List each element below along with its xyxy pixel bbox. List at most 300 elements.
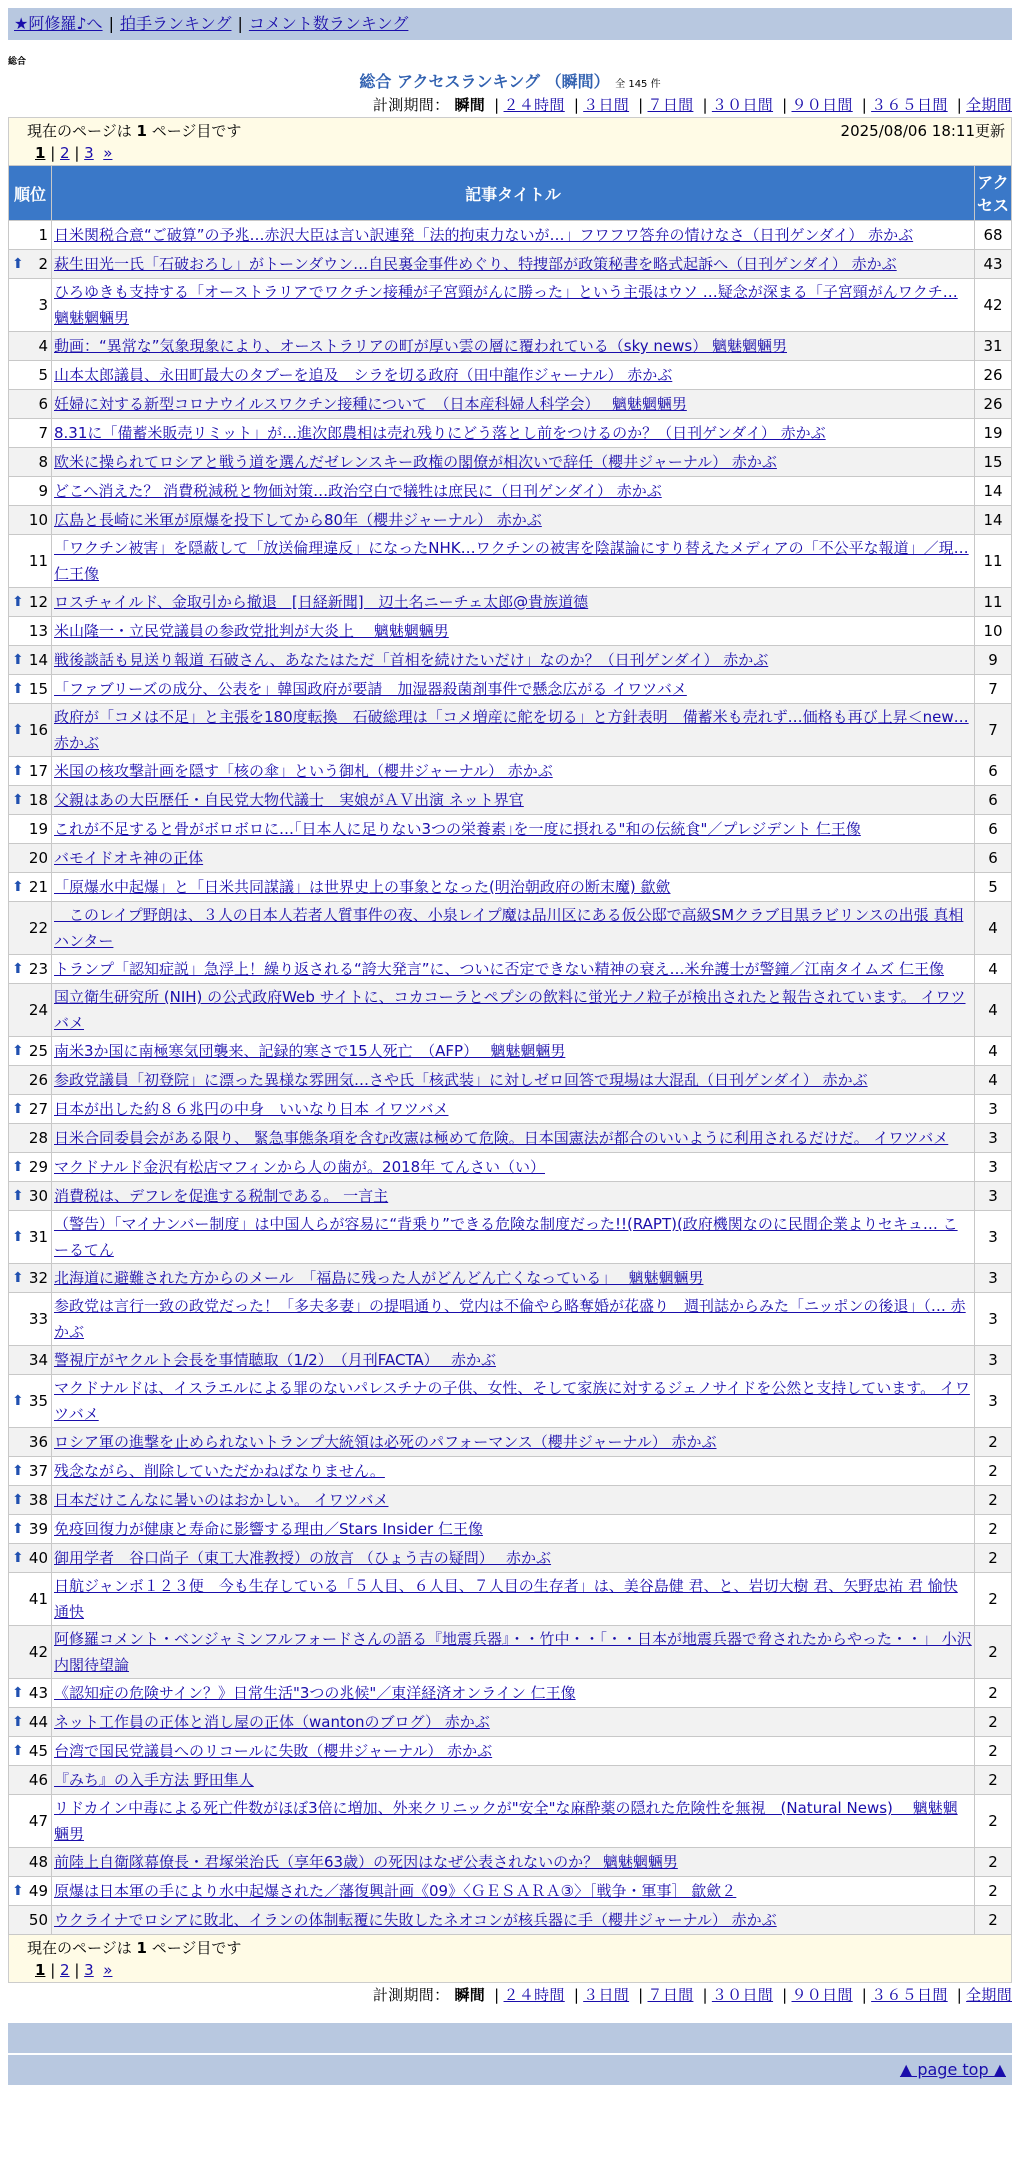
rank-number: 14 — [28, 651, 48, 669]
title-cell — [52, 646, 975, 675]
article-title-link[interactable]: （警告）「マイナンバー制度」は中国人らが容易に“背乗り”できる危険な制度だった!!(RAPT)(政府機関なのに民間企業よりセキュ… こーるてん — [54, 1215, 958, 1259]
period-all[interactable]: 全期間 — [966, 1986, 1012, 2004]
access-count: 2 — [975, 1708, 1012, 1737]
article-title-link[interactable]: マクドナルドは、イスラエルによる罪のないパレスチナの子供、女性、そして家族に対するジェノサイドを公然と支持しています。 イワツバメ — [54, 1379, 970, 1423]
current-page-text: 現在のページは 1 ページ目です — [27, 122, 242, 140]
pager-page-3[interactable]: 3 — [84, 1961, 94, 1979]
rank-cell — [9, 1428, 52, 1457]
table-row — [9, 1795, 1012, 1848]
access-count: 31 — [975, 332, 1012, 361]
header-access: アクセス — [975, 166, 1012, 221]
rank-number: 15 — [28, 680, 48, 698]
rank-cell — [9, 448, 52, 477]
rank-cell — [9, 704, 52, 757]
article-title-link[interactable]: ロスチャイルド、金取引から撤退 [日経新聞] 辺土名ニーチェ太郎@貴族道德 — [54, 593, 589, 611]
rank-cell — [9, 1293, 52, 1346]
page-info-top — [8, 117, 1012, 165]
table-row — [9, 1066, 1012, 1095]
rank-number: 12 — [28, 593, 48, 611]
table-row — [9, 419, 1012, 448]
title-cell — [52, 1095, 975, 1124]
rank-cell — [9, 1515, 52, 1544]
rank-cell — [9, 1375, 52, 1428]
rank-cell — [9, 221, 52, 250]
access-count: 2 — [975, 1626, 1012, 1679]
rank-cell — [9, 1679, 52, 1708]
access-count: 2 — [975, 1737, 1012, 1766]
rank-number: 39 — [28, 1520, 48, 1538]
access-count: 2 — [975, 1848, 1012, 1877]
table-row — [9, 984, 1012, 1037]
table-row — [9, 1515, 1012, 1544]
title-cell — [52, 675, 975, 704]
rank-cell — [9, 1066, 52, 1095]
article-title-link[interactable]: 「ファブリーズの成分、公表を」韓国政府が要請 加湿器殺菌剤事件で懸念広がる イワツバメ — [54, 680, 687, 698]
rank-up-arrow-icon: ⬆ — [12, 961, 24, 977]
rank-number: 37 — [28, 1462, 48, 1480]
table-row — [9, 675, 1012, 704]
access-count: 4 — [975, 902, 1012, 955]
ranking-table — [8, 165, 1012, 1935]
access-count: 68 — [975, 221, 1012, 250]
rank-cell — [9, 1457, 52, 1486]
rank-up-arrow-icon: ⬆ — [12, 594, 24, 610]
rank-number: 2 — [38, 255, 48, 273]
title-cell — [52, 1573, 975, 1626]
title-cell — [52, 1153, 975, 1182]
title-cell — [52, 757, 975, 786]
page-top-link[interactable]: ▲ page top ▲ — [899, 2060, 1006, 2079]
rank-cell — [9, 419, 52, 448]
article-title-link[interactable]: バモイドオキ神の正体 — [54, 849, 204, 867]
access-count: 2 — [975, 1428, 1012, 1457]
rank-up-arrow-icon: ⬆ — [12, 1714, 24, 1730]
rank-number: 45 — [28, 1742, 48, 1760]
table-row — [9, 1906, 1012, 1935]
rank-up-arrow-icon: ⬆ — [12, 1521, 24, 1537]
article-title-link[interactable]: 父親はあの大臣歴任・自民党大物代議士 実娘がＡＶ出演 ネット界官 — [54, 791, 524, 809]
title-cell — [52, 1182, 975, 1211]
title-cell — [52, 786, 975, 815]
table-row — [9, 535, 1012, 588]
article-title-link[interactable]: ロシア軍の進撃を止められないトランプ大統領は必死のパフォーマンス（櫻井ジャーナル） 赤かぶ — [54, 1433, 717, 1451]
ranking-header-row — [9, 166, 1012, 221]
title-cell — [52, 1626, 975, 1679]
rank-cell — [9, 1544, 52, 1573]
access-count: 3 — [975, 1124, 1012, 1153]
period-90d[interactable]: ９０日間 — [791, 1986, 853, 2004]
article-title-link[interactable]: このレイプ野朗は、３人の日本人若者人質事件の夜、小泉レイプ魔は品川区にある仮公邸で高級SMクラブ目黒ラビリンスの出張 真相ハンター — [54, 906, 964, 950]
nav-comment-ranking[interactable]: コメント数ランキング — [248, 14, 409, 33]
period-24h[interactable]: ２４時間 — [503, 96, 565, 114]
access-count: 6 — [975, 786, 1012, 815]
rank-cell — [9, 873, 52, 902]
access-count: 26 — [975, 390, 1012, 419]
rank-number: 9 — [38, 482, 48, 500]
article-title-link[interactable]: 欧米に操られてロシアと戦う道を選んだゼレンスキー政権の閣僚が相次いで辞任（櫻井ジャーナル） 赤かぶ — [54, 453, 777, 471]
access-count: 6 — [975, 757, 1012, 786]
rank-number: 48 — [28, 1853, 48, 1871]
rank-number: 13 — [28, 622, 48, 640]
period-label: 計測期間： — [372, 1986, 450, 2004]
access-count: 2 — [975, 1795, 1012, 1848]
table-row — [9, 390, 1012, 419]
table-row — [9, 588, 1012, 617]
rank-cell — [9, 361, 52, 390]
access-count: 14 — [975, 506, 1012, 535]
nav-separator: | — [108, 14, 114, 33]
table-row — [9, 1264, 1012, 1293]
table-row — [9, 250, 1012, 279]
period-label: 計測期間： — [372, 96, 450, 114]
rank-number: 35 — [28, 1392, 48, 1410]
access-count: 3 — [975, 1095, 1012, 1124]
access-count: 3 — [975, 1182, 1012, 1211]
pager-page-2[interactable]: 2 — [60, 144, 70, 162]
table-row — [9, 1486, 1012, 1515]
rank-cell — [9, 477, 52, 506]
title-cell — [52, 815, 975, 844]
period-3d[interactable]: ３日間 — [583, 1986, 630, 2004]
rank-number: 31 — [28, 1228, 48, 1246]
table-row — [9, 448, 1012, 477]
article-title-link[interactable]: 動画：“異常な”気象現象により、オーストラリアの町が厚い雲の層に覆われている（sky news） 魑魅魍魎男 — [54, 337, 787, 355]
rank-cell — [9, 646, 52, 675]
rank-cell — [9, 1795, 52, 1848]
article-title-link[interactable]: 萩生田光一氏「石破おろし」がトーンダウン…自民裏金事件めぐり、特捜部が政策秘書を略式起訴へ（日刊ゲンダイ） 赤かぶ — [54, 255, 897, 273]
rank-cell — [9, 506, 52, 535]
access-count: 2 — [975, 1877, 1012, 1906]
title-cell — [52, 1766, 975, 1795]
table-row — [9, 477, 1012, 506]
article-title-link[interactable]: 免疫回復力が健康と寿命に影響する理由／Stars Insider 仁王像 — [54, 1520, 483, 1538]
title-cell — [52, 1346, 975, 1375]
access-count: 26 — [975, 361, 1012, 390]
rank-number: 19 — [28, 820, 48, 838]
period-current: 瞬間 — [454, 1986, 486, 2004]
article-title-link[interactable]: ネット工作員の正体と消し屋の正体（wantonのブログ） 赤かぶ — [54, 1713, 490, 1731]
table-row — [9, 1708, 1012, 1737]
title-cell — [52, 1679, 975, 1708]
period-7d[interactable]: ７日間 — [647, 1986, 694, 2004]
article-title-link[interactable]: ウクライナでロシアに敗北、イランの体制転覆に失敗したネオコンが核兵器に手（櫻井ジャーナル） 赤かぶ — [54, 1911, 777, 1929]
article-title-link[interactable]: どこへ消えた？ 消費税減税と物価対策…政治空白で犠牲は庶民に（日刊ゲンダイ） 赤かぶ — [54, 482, 662, 500]
rank-number: 42 — [28, 1643, 48, 1661]
access-count: 14 — [975, 477, 1012, 506]
article-title-link[interactable]: 米山隆一・立民党議員の参政党批判が大炎上 魑魅魍魎男 — [54, 622, 449, 640]
rank-cell — [9, 1626, 52, 1679]
rank-cell — [9, 279, 52, 332]
title-cell — [52, 390, 975, 419]
title-cell — [52, 1428, 975, 1457]
article-title-link[interactable]: 8.31に「備蓄米販売リミット」が…進次郎農相は売れ残りにどう落とし前をつけるのか？（日刊ゲンダイ） 赤かぶ — [54, 424, 826, 442]
rank-cell — [9, 1182, 52, 1211]
rank-number: 27 — [28, 1100, 48, 1118]
table-row — [9, 1153, 1012, 1182]
pager-page-3[interactable]: 3 — [84, 144, 94, 162]
title-cell — [52, 1211, 975, 1264]
article-title-link[interactable]: 政府が「コメは不足」と主張を180度転換 石破総理は「コメ増産に舵を切る」と方針表明 備蓄米も売れず…価格も再び上昇＜new… 赤かぶ — [54, 708, 969, 752]
access-count: 3 — [975, 1153, 1012, 1182]
article-title-link[interactable]: 阿修羅コメント・ベンジャミンフルフォードさんの語る『地震兵器』・・竹中・・「・・日本が地震兵器で脅されたからやった・・」 小沢内閣待望論 — [54, 1630, 972, 1674]
rank-number: 32 — [28, 1269, 48, 1287]
table-row — [9, 1293, 1012, 1346]
article-title-link[interactable]: 警視庁がヤクルト会長を事情聴取（1/2） （月刊FACTA） 赤かぶ — [54, 1351, 496, 1369]
access-count: 2 — [975, 1573, 1012, 1626]
rank-up-arrow-icon: ⬆ — [12, 1188, 24, 1204]
access-count: 3 — [975, 1264, 1012, 1293]
article-title-link[interactable]: 参政党は言行一致の政党だった！「多夫多妻」の提唱通り、党内は不倫やら略奪婚が花盛り 週刊誌からみた「ニッポンの後退」（… 赤かぶ — [54, 1297, 966, 1341]
rank-up-arrow-icon: ⬆ — [12, 879, 24, 895]
article-title-link[interactable]: 広島と長崎に米軍が原爆を投下してから80年（櫻井ジャーナル） 赤かぶ — [54, 511, 542, 529]
rank-up-arrow-icon: ⬆ — [12, 256, 24, 272]
period-current: 瞬間 — [454, 96, 486, 114]
title-cell — [52, 617, 975, 646]
title-cell — [52, 1264, 975, 1293]
rank-number: 17 — [28, 762, 48, 780]
rank-cell — [9, 1737, 52, 1766]
access-count: 19 — [975, 419, 1012, 448]
rank-cell — [9, 1573, 52, 1626]
pager-page-2[interactable]: 2 — [60, 1961, 70, 1979]
rank-cell — [9, 1124, 52, 1153]
pager-page-1[interactable]: 1 — [35, 1961, 46, 1979]
access-count: 2 — [975, 1906, 1012, 1935]
rank-number: 7 — [38, 424, 48, 442]
rank-cell — [9, 815, 52, 844]
title-cell — [52, 477, 975, 506]
article-title-link[interactable]: 「原爆水中起爆」と「日米共同謀議」は世界史上の事象となった(明治朝政府の断末魔) 歙歛 — [54, 878, 671, 896]
rank-up-arrow-icon: ⬆ — [12, 681, 24, 697]
rank-cell — [9, 984, 52, 1037]
period-24h[interactable]: ２４時間 — [503, 1986, 565, 2004]
rank-number: 26 — [28, 1071, 48, 1089]
period-selector-bottom: 計測期間： 瞬間 | ２４時間 | ３日間 | ７日間 | ３０日間 | ９０日間 | ３６５日間 | 全期間 — [372, 1986, 1012, 2004]
ranking-body — [9, 221, 1012, 1935]
article-title-link[interactable]: トランプ「認知症説」急浮上！繰り返される“誇大発言”に、ついに否定できない精神の衰え…米弁護士が警鐘／江南タイムズ 仁王像 — [54, 960, 945, 978]
article-title-link[interactable]: 戦後談話も見送り報道 石破さん、あなたはただ「首相を続けたいだけ」なのか？（日刊ゲンダイ） 赤かぶ — [54, 651, 769, 669]
article-title-link[interactable]: 「ワクチン被害」を隠蔽して「放送倫理違反」になったNHK…ワクチンの被害を陰謀論にすり替えたメディアの「不公平な報道」／現… 仁王像 — [54, 539, 969, 583]
access-count: 3 — [975, 1293, 1012, 1346]
title-cell — [52, 1293, 975, 1346]
period-30d[interactable]: ３０日間 — [711, 96, 774, 114]
rank-up-arrow-icon: ⬆ — [12, 1043, 24, 1059]
article-title-link[interactable]: 消費税は、デフレを促進する税制である。 一言主 — [54, 1187, 389, 1205]
rank-cell — [9, 1264, 52, 1293]
access-count: 6 — [975, 815, 1012, 844]
period-7d[interactable]: ７日間 — [647, 96, 694, 114]
access-count: 42 — [975, 279, 1012, 332]
period-selector-top: 計測期間： 瞬間 | ２４時間 | ３日間 | ７日間 | ３０日間 | ９０日間 | ３６５日間 | 全期間 — [372, 96, 1012, 114]
rank-number: 18 — [28, 791, 48, 809]
rank-up-arrow-icon: ⬆ — [12, 1159, 24, 1175]
article-title-link[interactable]: 山本太郎議員、永田町最大のタブーを追及 シラを切る政府（田中龍作ジャーナル） 赤かぶ — [54, 366, 673, 384]
title-cell — [52, 506, 975, 535]
rank-number: 10 — [28, 511, 48, 529]
rank-up-arrow-icon: ⬆ — [12, 1550, 24, 1566]
access-count: 9 — [975, 646, 1012, 675]
table-row — [9, 873, 1012, 902]
article-title-link[interactable]: ひろゆきも支持する「オーストラリアでワクチン接種が子宮頸がんに勝った」という主張はウソ …疑念が深まる「子宮頸がんワクチ… 魑魅魍魎男 — [54, 283, 958, 327]
title-cell — [52, 535, 975, 588]
access-count: 3 — [975, 1375, 1012, 1428]
article-title-link[interactable]: マクドナルド金沢有松店マフィンから人の歯が。2018年 てんさい（い） — [54, 1158, 545, 1176]
article-title-link[interactable]: 原爆は日本軍の手により水中起爆された／藩復興計画《09》〈ＧＥＳＡＲＡ③〉［戦争・軍事］ 歙歛２ — [54, 1882, 737, 1900]
rank-cell — [9, 1766, 52, 1795]
table-row — [9, 1124, 1012, 1153]
access-count: 43 — [975, 250, 1012, 279]
table-row — [9, 902, 1012, 955]
article-title-link[interactable]: 日本が出した約８６兆円の中身 いいなり日本 イワツバメ — [54, 1100, 449, 1118]
page-title — [8, 71, 1012, 93]
footer-bar — [8, 2023, 1012, 2085]
article-title-link[interactable]: 妊婦に対する新型コロナウイルスワクチン接種について （日本産科婦人科学会） 魑魅魍魎男 — [54, 395, 687, 413]
table-row — [9, 361, 1012, 390]
period-all[interactable]: 全期間 — [966, 96, 1012, 114]
rank-number: 46 — [28, 1771, 48, 1789]
article-title-link[interactable]: 残念ながら、削除していただかねばなりません。 — [54, 1462, 385, 1480]
rank-number: 50 — [28, 1911, 48, 1929]
article-title-link[interactable]: 《認知症の危険サイン？》日常生活"3つの兆候"／東洋経済オンライン 仁王像 — [54, 1684, 576, 1702]
rank-number: 41 — [28, 1590, 48, 1608]
article-title-link[interactable]: 日米合同委員会がある限り、 緊急事態条項を含む改憲は極めて危険。日本国憲法が都合のいいように利用されるだけだ。 イワツバメ — [54, 1129, 949, 1147]
article-title-link[interactable]: 『みち』の入手方法 野田隼人 — [54, 1771, 254, 1789]
rank-number: 21 — [28, 878, 48, 896]
rank-cell — [9, 332, 52, 361]
title-cell — [52, 1708, 975, 1737]
page-info-bottom — [8, 1935, 1012, 1983]
period-90d[interactable]: ９０日間 — [791, 96, 853, 114]
access-count: 11 — [975, 535, 1012, 588]
title-cell — [52, 873, 975, 902]
rank-number: 5 — [38, 366, 48, 384]
rank-cell — [9, 1906, 52, 1935]
rank-up-arrow-icon: ⬆ — [12, 1101, 24, 1117]
article-title-link[interactable]: リドカイン中毒による死亡件数がほぼ3倍に増加、外来クリニックが"安全"な麻酔薬の隠れた危険性を無視 (Natural News) 魑魅魍魎男 — [54, 1799, 958, 1843]
pager-next[interactable]: » — [103, 1961, 113, 1979]
table-row — [9, 221, 1012, 250]
rank-number: 24 — [28, 1001, 48, 1019]
title-cell — [52, 1486, 975, 1515]
rank-number: 29 — [28, 1158, 48, 1176]
article-title-link[interactable]: 参政党議員「初登院」に漂った異様な雰囲気…さや氏「核武装」に対しゼロ回答で現場は大混乱（日刊ゲンダイ） 赤かぶ — [54, 1071, 868, 1089]
table-row — [9, 332, 1012, 361]
access-count: 5 — [975, 873, 1012, 902]
period-365d[interactable]: ３６５日間 — [871, 96, 948, 114]
rank-number: 30 — [28, 1187, 48, 1205]
period-365d[interactable]: ３６５日間 — [871, 1986, 948, 2004]
updated-timestamp: 2025/08/06 18:11更新 — [840, 122, 1005, 140]
table-row — [9, 815, 1012, 844]
rank-cell — [9, 1877, 52, 1906]
nav-asyura-home[interactable]: ★阿修羅♪へ — [14, 14, 103, 33]
table-row — [9, 955, 1012, 984]
article-title-link[interactable]: 南米3か国に南極寒気団襲来、記録的寒さで15人死亡 （AFP） 魑魅魍魎男 — [54, 1042, 566, 1060]
rank-up-arrow-icon: ⬆ — [12, 1883, 24, 1899]
article-title-link[interactable]: これが不足すると骨がボロボロに…｢日本人に足りない3つの栄養素｣を一度に摂れる"和の伝統食"／プレジデント 仁王像 — [54, 820, 861, 838]
rank-cell — [9, 757, 52, 786]
access-count: 7 — [975, 704, 1012, 757]
table-row — [9, 506, 1012, 535]
article-title-link[interactable]: 日米関税合意“ご破算”の予兆…赤沢大臣は言い訳連発「法的拘束力ないが…」フワフワ答弁の情けなさ（日刊ゲンダイ） 赤かぶ — [54, 226, 914, 244]
pager-bottom: 1 | 2 | 3 » — [35, 1961, 113, 1979]
pager-page-1[interactable]: 1 — [35, 144, 46, 162]
table-row — [9, 1457, 1012, 1486]
access-count: 15 — [975, 448, 1012, 477]
access-count: 2 — [975, 1766, 1012, 1795]
article-title-link[interactable]: 御用学者 谷口尚子（東工大准教授）の放言 （ひょう吉の疑問） 赤かぶ — [54, 1549, 552, 1567]
access-count: 4 — [975, 955, 1012, 984]
article-title-link[interactable]: 米国の核攻撃計画を隠す「核の傘」という御札（櫻井ジャーナル） 赤かぶ — [54, 762, 553, 780]
title-cell — [52, 1037, 975, 1066]
rank-cell — [9, 390, 52, 419]
table-row — [9, 1428, 1012, 1457]
rank-cell — [9, 1486, 52, 1515]
pager-top: 1 | 2 | 3 » — [35, 144, 113, 162]
rank-number: 36 — [28, 1433, 48, 1451]
title-cell — [52, 1737, 975, 1766]
access-count: 2 — [975, 1515, 1012, 1544]
article-title-link[interactable]: 前陸上自衛隊幕僚長・君塚栄治氏（享年63歳）の死因はなぜ公表されないのか？ 魑魅魍魎男 — [54, 1853, 678, 1871]
rank-up-arrow-icon: ⬆ — [12, 1270, 24, 1286]
rank-number: 47 — [28, 1812, 48, 1830]
title-cell — [52, 704, 975, 757]
access-count: 6 — [975, 844, 1012, 873]
article-title-link[interactable]: 台湾で国民党議員へのリコールに失敗（櫻井ジャーナル） 赤かぶ — [54, 1742, 493, 1760]
pager-next[interactable]: » — [103, 144, 113, 162]
table-row — [9, 1346, 1012, 1375]
title-cell — [52, 955, 975, 984]
rank-cell — [9, 1848, 52, 1877]
title-cell — [52, 419, 975, 448]
title-cell — [52, 250, 975, 279]
article-title-link[interactable]: 北海道に避難された方からのメール 「福島に残った人がどんどん亡くなっている」 魑魅魍魎男 — [54, 1269, 704, 1287]
access-count: 7 — [975, 675, 1012, 704]
title-cell — [52, 1066, 975, 1095]
access-count: 11 — [975, 588, 1012, 617]
access-count: 2 — [975, 1457, 1012, 1486]
article-title-link[interactable]: 国立衛生研究所 (NIH) の公式政府Web サイトに、コカコーラとペプシの飲料に蛍光ナノ粒子が検出されたと報告されています。 イワツバメ — [54, 988, 966, 1032]
rank-number: 6 — [38, 395, 48, 413]
period-30d[interactable]: ３０日間 — [711, 1986, 774, 2004]
article-title-link[interactable]: 日本だけこんなに暑いのはおかしい。 イワツバメ — [54, 1491, 389, 1509]
nav-applause-ranking[interactable]: 拍手ランキング — [119, 14, 232, 33]
rank-cell — [9, 588, 52, 617]
title-cell — [52, 1375, 975, 1428]
total-count: 全 145 件 — [615, 79, 661, 90]
access-count: 3 — [975, 1346, 1012, 1375]
table-row — [9, 1375, 1012, 1428]
rank-cell — [9, 535, 52, 588]
access-count: 4 — [975, 984, 1012, 1037]
rank-cell — [9, 1153, 52, 1182]
article-title-link[interactable]: 日航ジャンボ１２３便 今も生存している「５人目、６人目、７人目の生存者」は、美谷島健 君、と、岩切大樹 君、矢野忠祐 君 愉快通快 — [54, 1577, 958, 1621]
title-cell — [52, 984, 975, 1037]
rank-cell — [9, 675, 52, 704]
table-row — [9, 1679, 1012, 1708]
title-cell — [52, 588, 975, 617]
table-row — [9, 1737, 1012, 1766]
table-row — [9, 786, 1012, 815]
table-row — [9, 757, 1012, 786]
title-cell — [52, 279, 975, 332]
rank-cell — [9, 844, 52, 873]
title-cell — [52, 1457, 975, 1486]
rank-cell — [9, 1095, 52, 1124]
table-row — [9, 646, 1012, 675]
rank-number: 11 — [28, 552, 48, 570]
period-3d[interactable]: ３日間 — [583, 96, 630, 114]
